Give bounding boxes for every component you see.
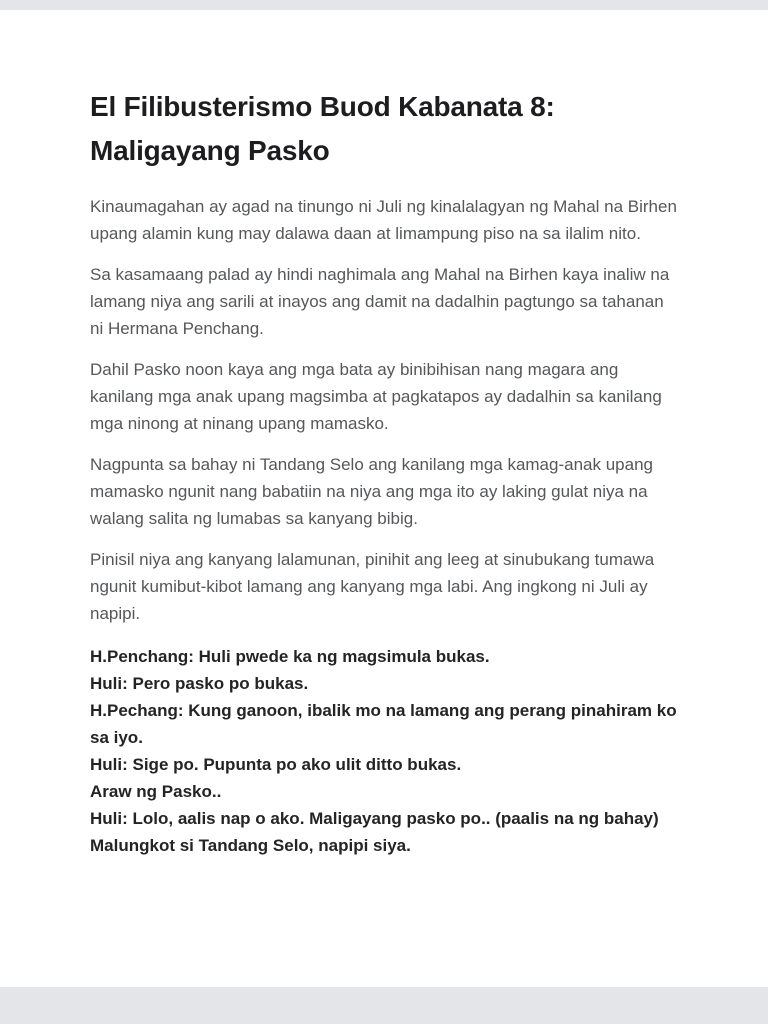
dialogue-line: Huli: Sige po. Pupunta po ako ulit ditto bukas. xyxy=(90,755,462,774)
dialogue-line: Huli: Lolo, aalis nap o ako. Maligayang pasko po.. (paalis na ng bahay) xyxy=(90,809,659,828)
body-paragraphs xyxy=(90,193,680,627)
page-paper xyxy=(0,10,768,987)
dialogue-line: H.Penchang: Huli pwede ka ng magsimula bukas. xyxy=(90,647,490,666)
text-line: kanilang mga anak upang magsimba at pagkatapos ay dadalhin sa kanilang xyxy=(90,387,662,406)
dialogue-line: sa iyo. xyxy=(90,728,143,747)
dialogue-line: H.Pechang: Kung ganoon, ibalik mo na lamang ang perang pinahiram ko xyxy=(90,701,677,720)
text-line: Sa kasamaang palad ay hindi naghimala ang Mahal na Birhen kaya inaliw na xyxy=(90,265,670,284)
document-title-line-2: Maligayang Pasko xyxy=(90,135,330,166)
body-paragraph xyxy=(90,356,680,437)
body-paragraph xyxy=(90,451,680,532)
dialogue-block xyxy=(90,643,680,859)
text-line: lamang niya ang sarili at inayos ang damit na dadalhin pagtungo sa tahanan xyxy=(90,292,664,311)
document-title-line-1: El Filibusterismo Buod Kabanata 8: xyxy=(90,91,555,122)
body-paragraph xyxy=(90,261,680,342)
text-line: ngunit kumibut-kibot lamang ang kanyang mga labi. Ang ingkong ni Juli ay xyxy=(90,577,648,596)
text-line: walang salita ng lumabas sa kanyang bibig. xyxy=(90,509,418,528)
page-content xyxy=(0,10,768,859)
text-line: Kinaumagahan ay agad na tinungo ni Juli ng kinalalagyan ng Mahal na Birhen xyxy=(90,197,677,216)
dialogue-line: Huli: Pero pasko po bukas. xyxy=(90,674,309,693)
text-line: Dahil Pasko noon kaya ang mga bata ay binibihisan nang magara ang xyxy=(90,360,619,379)
text-line: mga ninong at ninang upang mamasko. xyxy=(90,414,389,433)
body-paragraph xyxy=(90,546,680,627)
text-line: Pinisil niya ang kanyang lalamunan, pinihit ang leeg at sinubukang tumawa xyxy=(90,550,655,569)
text-line: upang alamin kung may dalawa daan at limampung piso na sa ilalim nito. xyxy=(90,224,641,243)
text-line: ni Hermana Penchang. xyxy=(90,319,264,338)
dialogue-line: Malungkot si Tandang Selo, napipi siya. xyxy=(90,836,411,855)
body-paragraph xyxy=(90,193,680,247)
text-line: mamasko ngunit nang babatiin na niya ang mga ito ay laking gulat niya na xyxy=(90,482,648,501)
text-line: Nagpunta sa bahay ni Tandang Selo ang kanilang mga kamag-anak upang xyxy=(90,455,653,474)
document-title xyxy=(90,85,680,173)
dialogue-line: Araw ng Pasko.. xyxy=(90,782,222,801)
text-line: napipi. xyxy=(90,604,141,623)
